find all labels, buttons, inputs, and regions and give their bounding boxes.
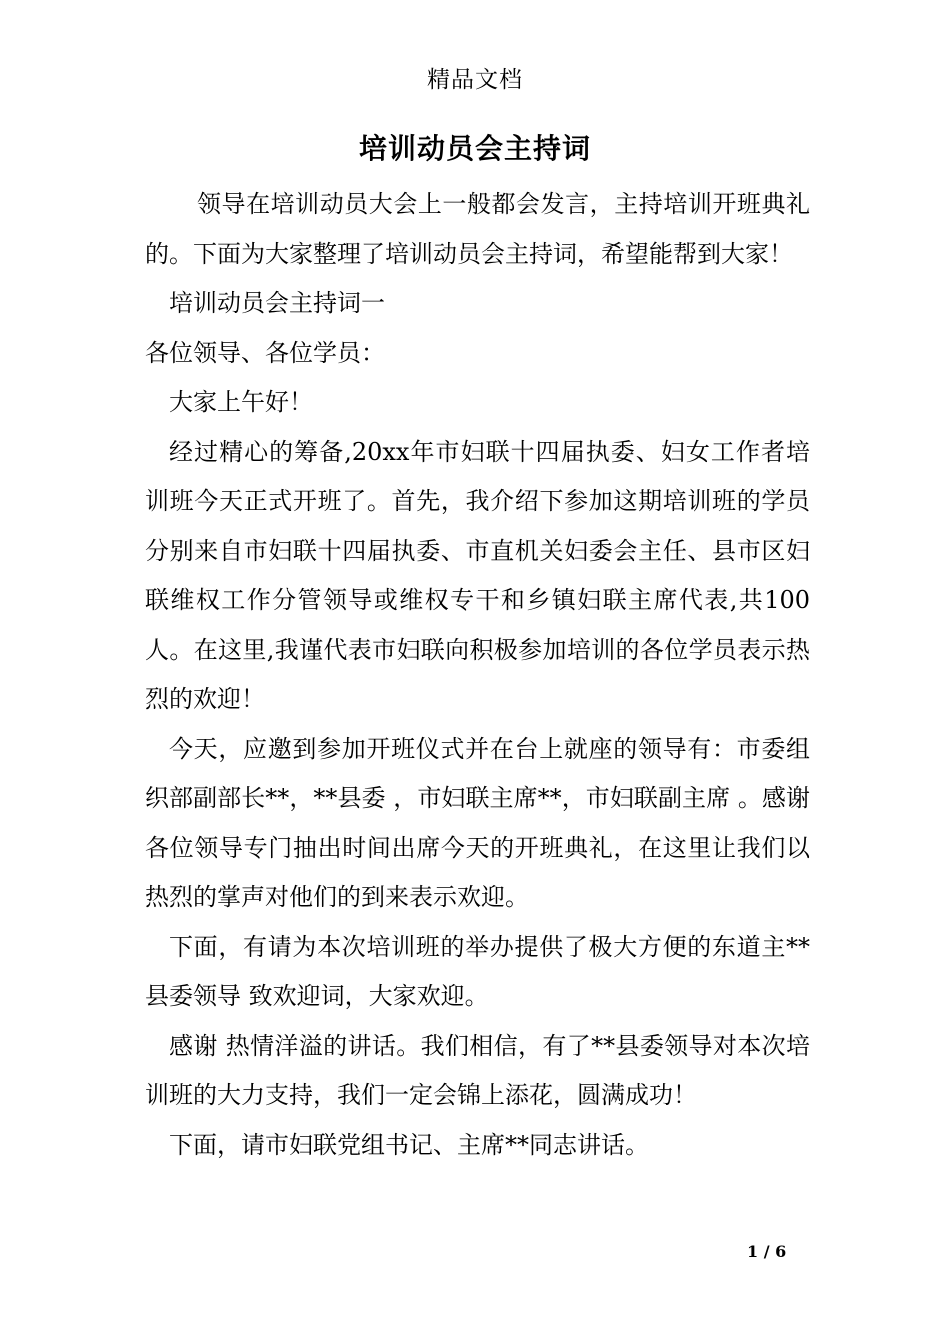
intro-paragraph: 领导在培训动员大会上一般都会发言，主持培训开班典礼的。下面为大家整理了培训动员会主持词，希望能帮到大家！: [145, 190, 810, 268]
salutation: 各位领导、各位学员：: [145, 338, 385, 367]
page-header: 精品文档: [427, 67, 523, 93]
body-paragraph: 下面，有请为本次培训班的举办提供了极大方便的东道主**县委领导 致欢迎词，大家欢迎。: [145, 932, 810, 1010]
section-heading: 培训动员会主持词一: [169, 289, 385, 317]
document-body: [145, 180, 810, 1170]
body-paragraph: 经过精心的筹备,20xx年市妇联十四届执委、妇女工作者培训班今天正式开班了。首先，我介绍下参加这期培训班的学员分别来自市妇联十四届执委、市直机关妇委会主任、县市区妇联维权工作分管领导或维权专干和乡镇妇联主席代表,共100人。在这里,我谨代表市妇联向积极参加培训的各位学员表示热烈的欢迎！: [145, 437, 810, 713]
greeting: 大家上午好！: [169, 388, 313, 416]
body-paragraph: 下面，请市妇联党组书记、主席**同志讲话。: [169, 1130, 649, 1159]
body-paragraph: 感谢 热情洋溢的讲话。我们相信，有了**县委领导对本次培训班的大力支持，我们一定会锦上添花，圆满成功！: [145, 1031, 810, 1109]
body-paragraph: 今天，应邀到参加开班仪式并在台上就座的领导有：市委组织部副部长**，**县委 ，市妇联主席**，市妇联副主席 。感谢各位领导专门抽出时间出席今天的开班典礼，在这里让我们以热烈的掌声对他们的到来表示欢迎。: [145, 734, 810, 911]
document-title: 培训动员会主持词: [358, 132, 591, 165]
page-number: 1 / 6: [747, 1242, 787, 1261]
